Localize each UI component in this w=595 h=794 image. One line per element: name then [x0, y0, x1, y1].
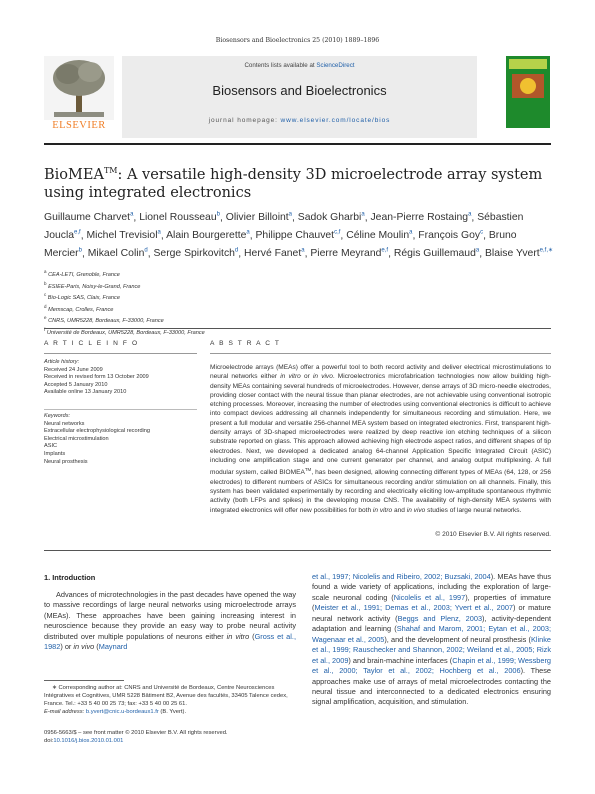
author[interactable]: Sadok Gharbi$^a$ [297, 212, 365, 224]
keywords-heading: Keywords: [44, 413, 71, 419]
author[interactable]: Guillaume Charvet$^a$ [44, 212, 134, 224]
journal-banner [122, 56, 477, 138]
author[interactable]: Hervé Fanet$^a$ [244, 247, 305, 260]
intro-right-column: et al., 1997; Nicolelis and Ribeiro, 2002; Buzsaki, 2004). MEAs have thus found a wide variety of applications, including the exploration of large-scale neuronal coding (Nicolelis et al., 1997), properties of immature (Meister et al., 1991; Demas et al., 2003; Yvert et al., 2007) or mature neural network activity (Beggs and Plenz, 2003), activity-dependent adaptation and learning (Shahaf and Marom, 2001; Eytan et al., 2003; Wagenaar et al., 2005), and the development of neural prosthesis (Klinke et al., 1999; Rauschecker and Shannon, 2002; Weiland et al., 2005; Rizk et al., 2009) and brain-machine interfaces (Chapin et al., 1999; Wessberg et al., 2000; Taylor et al., 2002; Hochberg et al., 2006). These approaches make use of arrays of metal microelectrodes contacting the neural tissue and interconnected to a dedicated electronics ensuring signal amplification, acquisition, and stimulation. [312, 572, 551, 707]
publisher-name: ELSEVIER [52, 120, 106, 131]
journal-title: Biosensors and Bioelectronics [212, 83, 387, 98]
citation-link[interactable]: et al., 1997; Nicolelis and Ribeiro, 2002; Buzsaki, 2004 [312, 572, 491, 581]
keyword-item: Neural networks [44, 420, 85, 427]
keyword-item: Neural prosthesis [44, 458, 88, 465]
author[interactable]: Jean-Pierre Rostaing$^a$ [370, 212, 472, 224]
body-rule [44, 550, 551, 551]
author[interactable]: Michel Trevisiol$^a$ [86, 229, 161, 242]
citation-link[interactable]: Maynard [98, 642, 128, 652]
issn-doi: 0956-5663/$ – see front matter © 2010 Elsevier B.V. All rights reserved. doi:10.1016/j.bios.2010.01.001 [44, 730, 228, 744]
keyword-item: Extracellular electrophysiological recording [44, 428, 151, 435]
citation-link[interactable]: Gross et al., 1982 [44, 631, 296, 652]
author[interactable]: Alain Bourgerette$^a$ [166, 229, 250, 242]
footnote-rule [44, 680, 124, 681]
article-info-heading: A R T I C L E I N F O [44, 340, 139, 347]
author[interactable]: Céline Moulin$^a$ [346, 229, 413, 242]
running-head: Biosensors and Bioelectronics 25 (2010) 1889–1896 [215, 37, 380, 44]
affiliation: $^f$ Université de Bordeaux, UMR5228, Bordeaux, F-33000, France [44, 326, 205, 336]
corresponding-author-footnote: ∗ Corresponding author at: CNRS and Université de Bordeaux, Centre Neurosciences Intégratives et Cognitives, UMR 5228 Bâtiment B2, Avenue des facultés, 33405 Talence cedex, France. Tel.: +33 5 40 00 25 73; fax: +33 5 40 00 25 61. E-mail address: b.yvert@cnic.u-bordeaux1.fr (B. Yvert). [44, 685, 288, 715]
abstract-rule [210, 353, 551, 354]
history-heading: Article history: [44, 359, 80, 365]
abstract-heading: A B S T R A C T [210, 340, 281, 347]
keyword-item: Electrical microstimulation [44, 435, 109, 442]
affiliation: $^c$ Bio-Logic SAS, Claix, France [44, 292, 120, 301]
author[interactable]: Mikael Colin$^d$ [87, 247, 148, 260]
contents-available: Contents lists available at ScienceDirect [244, 62, 355, 69]
keyword-item: ASIC [44, 443, 58, 450]
journal-cover-thumbnail [506, 56, 550, 128]
citation-link[interactable]: Chapin et al., 1999; Wessberg et al., 2000; Taylor et al., 2002; Hochberg et al., 2006 [312, 655, 551, 676]
affiliation: $^a$ CEA-LETI, Grenoble, France [44, 269, 120, 278]
citation-link[interactable]: Shahaf and Marom, 2001; Eytan et al., 2003; Wagenaar et al., 2005 [312, 624, 551, 644]
affiliation-list [44, 268, 374, 337]
abstract-text: Microelectrode arrays (MEAs) offer a powerful tool to both record activity and deliver electrical microstimulations to neural networks either in vitro or in vivo. Microelectronics microfabrication technologies now allow building high-density MEAs containing several hundreds of microelectrodes. However, dense arrays of 3D micro-needle electrodes, providing closer contact with the neural tissue than planar electrodes, are not achievable using conventional isotropic etching processes. Moreover, increasing the number of electrodes using conventional electronics is difficult to achieve into compact devices addressing all channels independently for simultaneous recording and stimulation. Here, we present a full modular and versatile 256-channel MEA system based on integrated electronics. First, transparent high-density arrays of 3D-shaped microelectrodes were realized by deep reactive ion etching techniques of a silicon substrate reported on glass. This approach allowed achieving high electrode aspect ratios, and different shapes of tip electrodes. Next, we developed a dedicated analog 64-channel Application Specific Integrated Circuit (ASIC) including one amplification stage and one current generator per channel, and analog output multiplexing. A full modular system, called BIOMEA™, has been designed, allowing connecting different types of MEAs (64, 128, or 256 electrodes) to different numbers of ASICs for simultaneous recording and/or stimulation on all channels. Finally, this system has been validated experimentally by recording and electrically eliciting low-amplitude spontaneous rhythmic activity (both LFPs and spikes) in the developing mouse CNS. The availability of high-density MEA systems with integrated electronics will offer new possibilities for both in vitro and in vivo studies of large neural networks. [210, 364, 551, 514]
section-rule [44, 328, 551, 329]
copyright-line: © 2010 Elsevier B.V. All rights reserved. [435, 531, 551, 538]
affiliation: $^e$ CNRS, UMR5228, Bordeaux, F-33000, France [44, 315, 164, 325]
author[interactable]: Lionel Rousseau$^b$ [139, 212, 220, 224]
citation-link[interactable]: Klinke et al., 1999; Rauschecker and Shannon, 2002; Weiland et al., 2005; Rizk et al., 2009 [312, 634, 551, 665]
author[interactable]: Olivier Billoint$^a$ [225, 212, 293, 224]
author[interactable]: Serge Spirkovitch$^d$ [153, 247, 239, 260]
author[interactable]: Philippe Chauvet$^{c,f}$ [255, 229, 341, 242]
citation-link[interactable]: Nicolelis et al., 1997 [393, 592, 466, 602]
introduction-heading: 1. Introduction [44, 573, 96, 582]
history-item: Received in revised form 13 October 2009 [44, 374, 149, 381]
author-list: Guillaume Charvet$^a$, Lionel Rousseau$^b$, Olivier Billoint$^a$, Sadok Gharbi$^a$, Jean-Pierre Rostaing$^a$, Sébastien Joucla$^{e,f}$, Michel Trevisiol$^a$, Alain Bourgerette$^a$, Philippe Chauvet$^{c,f}$, Céline Moulin$^a$, François Goy$^c$, Bruno Mercier$^b$, Mikael Colin$^d$, Serge Spirkovitch$^d$, Hervé Fanet$^a$, Pierre Meyrand$^{e,f}$, Régis Guillemaud$^a$, Blaise Yvert$^{e,f,∗}$ [44, 212, 554, 260]
keywords-rule [44, 409, 197, 410]
author[interactable]: François Goy$^c$ [418, 229, 484, 242]
homepage-link[interactable]: www.elsevier.com/locate/bios [280, 117, 391, 124]
keywords [44, 413, 199, 466]
history-item: Received 24 June 2009 [44, 366, 103, 373]
author[interactable]: Blaise Yvert$^{e,f,∗}$ [484, 247, 554, 260]
citation-link[interactable]: Beggs and Plenz, 2003 [397, 613, 483, 623]
journal-homepage: journal homepage: www.elsevier.com/locate/bios [208, 117, 391, 124]
elsevier-tree-logo [44, 56, 114, 128]
header-rule [44, 143, 551, 145]
article-history [44, 359, 199, 397]
author[interactable]: Bruno Mercier$^b$ [44, 230, 517, 260]
affiliation: $^d$ Memscap, Crolles, France [44, 303, 114, 313]
article-info-rule [44, 353, 197, 354]
author[interactable]: Sébastien Joucla$^{e,f}$ [44, 212, 524, 242]
sciencedirect-link[interactable]: ScienceDirect [316, 62, 355, 69]
author[interactable]: Pierre Meyrand$^{e,f}$ [310, 247, 389, 260]
intro-left-column: Advances of microtechnologies in the past decades have opened the way to massive recordings of large neural networks using microelectrode arrays (MEAs). These approaches have been gaining increasing interest in neuroscience because they provide an easy way to probe neural activity distributed over multiple populations of neurons either in vitro (Gross et al., 1982) or in vivo (Maynard [44, 590, 296, 652]
citation-link[interactable]: Meister et al., 1991; Demas et al., 2003; Yvert et al., 2007 [314, 603, 514, 613]
author[interactable]: Régis Guillemaud$^a$ [393, 247, 480, 260]
history-item: Available online 13 January 2010 [44, 389, 127, 396]
history-item: Accepted 5 January 2010 [44, 381, 108, 388]
doi-link[interactable]: 10.1016/j.bios.2010.01.001 [53, 738, 124, 744]
keyword-item: Implants [44, 450, 66, 457]
article-title: BioMEA™: A versatile high-density 3D microelectrode array system using integrated electronics [44, 166, 543, 201]
affiliation: $^b$ ESIEE-Paris, Noisy-le-Grand, France [44, 280, 141, 290]
email-link[interactable]: b.yvert@cnic.u-bordeaux1.fr [85, 709, 159, 715]
